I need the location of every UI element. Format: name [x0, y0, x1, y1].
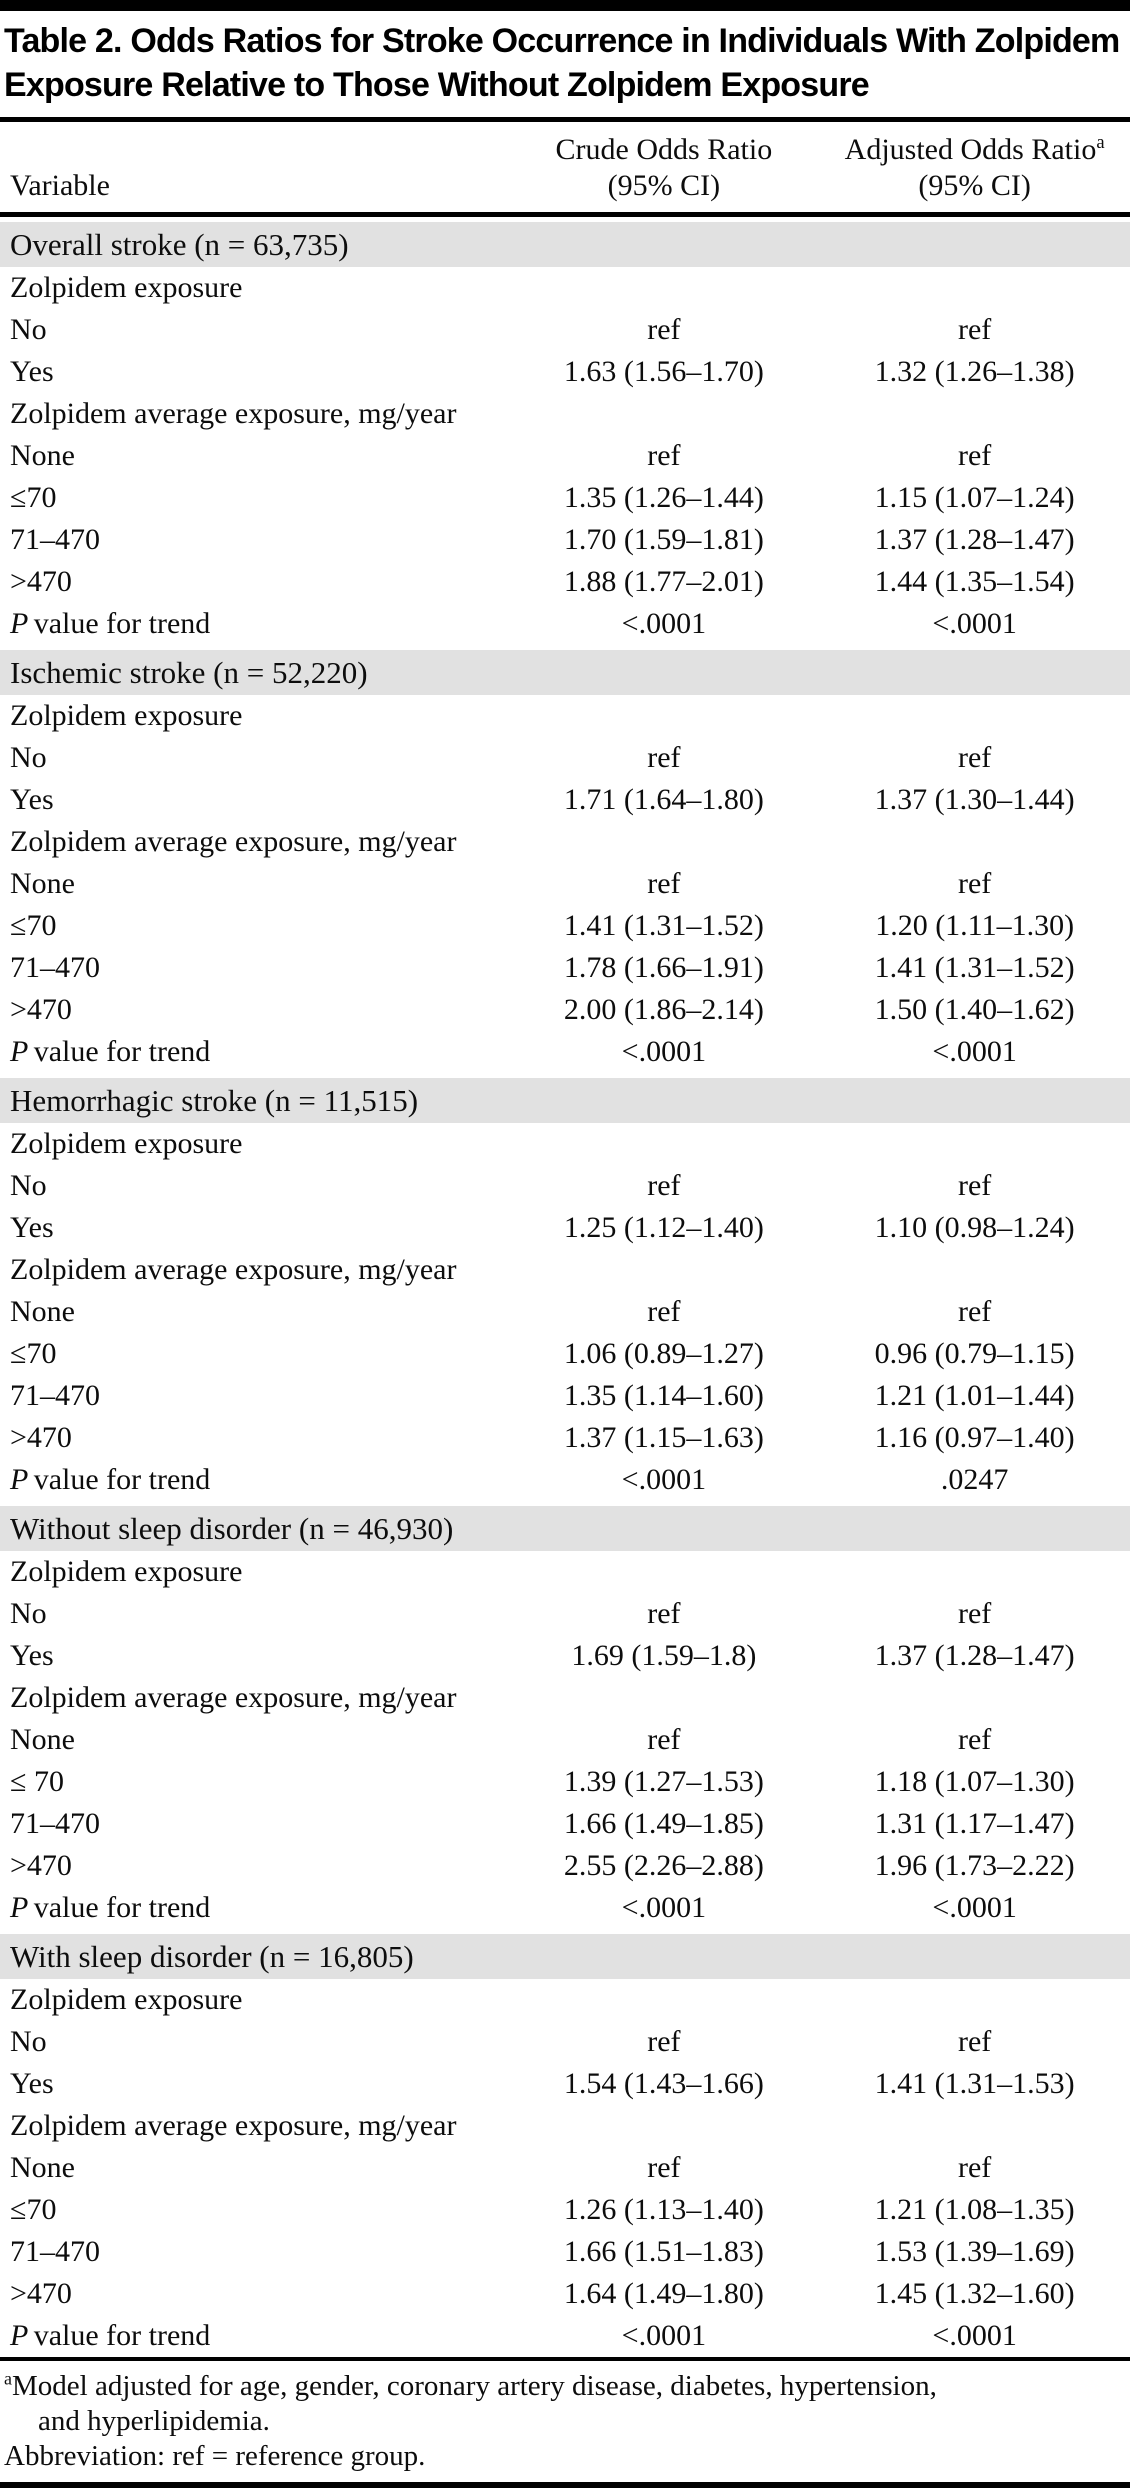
- table-row: [0, 1551, 1130, 1593]
- col-header-adjusted-line1: [845, 133, 1105, 166]
- crude-odds-value: 2.55 (2.26–2.88): [563, 1849, 764, 1882]
- section-header: Ischemic stroke (n = 52,220): [0, 650, 1130, 695]
- crude-odds-value: 1.78 (1.66–1.91): [563, 951, 764, 984]
- col-header-adjusted-line2: (95% CI): [918, 169, 1031, 202]
- table-row: [0, 1417, 1130, 1459]
- table-row: [0, 1249, 1130, 1291]
- adjusted-odds-value: 1.37 (1.30–1.44): [874, 783, 1075, 816]
- crude-odds-value: 1.39 (1.27–1.53): [563, 1765, 764, 1798]
- col-header-adjusted: [819, 132, 1130, 204]
- table-row: [0, 1803, 1130, 1845]
- adjusted-odds-value: ref: [957, 867, 992, 900]
- adjusted-odds-value: 1.21 (1.08–1.35): [874, 2193, 1075, 2226]
- section-header: Hemorrhagic stroke (n = 11,515): [0, 1078, 1130, 1123]
- table-row: [0, 1677, 1130, 1719]
- crude-odds-value: ref: [647, 1597, 681, 1630]
- footnote-a-marker: a: [4, 2368, 12, 2389]
- adjusted-odds-value: 1.18 (1.07–1.30): [874, 1765, 1075, 1798]
- adjusted-odds-value: 0.96 (0.79–1.15): [874, 1337, 1075, 1370]
- crude-odds-value: ref: [647, 439, 681, 472]
- row-label: Zolpidem exposure: [10, 1127, 243, 1160]
- adjusted-odds-value: ref: [957, 2025, 992, 2058]
- row-label: ≤70: [10, 2193, 57, 2226]
- col-header-variable: Variable: [10, 169, 110, 202]
- table-row: [0, 435, 1130, 477]
- crude-odds-value: 1.06 (0.89–1.27): [563, 1337, 764, 1370]
- crude-odds-value: 1.88 (1.77–2.01): [563, 565, 764, 598]
- table-row: [0, 1031, 1130, 1073]
- adjusted-odds-value: 1.31 (1.17–1.47): [874, 1807, 1075, 1840]
- table-row: [0, 309, 1130, 351]
- crude-odds-value: ref: [647, 2025, 681, 2058]
- crude-odds-value: 1.66 (1.51–1.83): [563, 2235, 764, 2268]
- crude-odds-value: <.0001: [621, 1035, 707, 1068]
- adjusted-odds-value: 1.16 (0.97–1.40): [874, 1421, 1075, 1454]
- crude-odds-value: 1.41 (1.31–1.52): [563, 909, 764, 942]
- row-label: 71–470: [10, 1807, 100, 1840]
- table-row: [0, 1291, 1130, 1333]
- table-row: [0, 1635, 1130, 1677]
- adjusted-odds-value: 1.37 (1.28–1.47): [874, 523, 1075, 556]
- row-label: Zolpidem average exposure, mg/year: [10, 397, 457, 430]
- row-label: Yes: [10, 355, 54, 388]
- adjusted-odds-value: 1.53 (1.39–1.69): [874, 2235, 1075, 2268]
- row-label: >470: [10, 1421, 72, 1454]
- table-row: [0, 2189, 1130, 2231]
- crude-odds-value: 1.66 (1.49–1.85): [563, 1807, 764, 1840]
- row-label: Yes: [10, 1211, 54, 1244]
- table-row: [0, 2147, 1130, 2189]
- table-row: [0, 1845, 1130, 1887]
- row-label: [0, 1463, 509, 1497]
- row-label: No: [10, 2025, 47, 2058]
- table-row: [0, 947, 1130, 989]
- row-label: [0, 2319, 509, 2353]
- adjusted-odds-value: ref: [957, 1597, 992, 1630]
- table-row: [0, 2315, 1130, 2357]
- section-header: Overall stroke (n = 63,735): [0, 222, 1130, 267]
- adjusted-odds-value: <.0001: [932, 1035, 1017, 1068]
- table-row: [0, 2273, 1130, 2315]
- row-label-text: value for trend: [33, 1891, 211, 1924]
- table-row: [0, 1761, 1130, 1803]
- crude-odds-value: <.0001: [621, 1891, 707, 1924]
- adjusted-odds-value: 1.15 (1.07–1.24): [874, 481, 1075, 514]
- crude-odds-value: 1.63 (1.56–1.70): [563, 355, 764, 388]
- crude-odds-value: 1.69 (1.59–1.8): [571, 1639, 757, 1672]
- row-label: Yes: [10, 1639, 54, 1672]
- table-row: [0, 603, 1130, 645]
- row-label: ≤70: [10, 1337, 57, 1370]
- row-label: 71–470: [10, 2235, 100, 2268]
- table-row: [0, 267, 1130, 309]
- row-label: 71–470: [10, 523, 100, 556]
- table-row: [0, 821, 1130, 863]
- row-label: [0, 1891, 509, 1925]
- table-row: [0, 2021, 1130, 2063]
- col-header-crude-line1: Crude Odds Ratio: [555, 133, 773, 166]
- table-row: [0, 905, 1130, 947]
- crude-odds-value: <.0001: [621, 2319, 707, 2352]
- crude-odds-value: 1.35 (1.26–1.44): [563, 481, 764, 514]
- row-label: Yes: [10, 2067, 54, 2100]
- table-row: [0, 1593, 1130, 1635]
- table-row: [0, 2231, 1130, 2273]
- table-row: [0, 1887, 1130, 1929]
- adjusted-odds-value: 1.50 (1.40–1.62): [874, 993, 1075, 1026]
- adjusted-odds-value: <.0001: [932, 2319, 1017, 2352]
- table-title: Table 2. Odds Ratios for Stroke Occurrence in Individuals With Zolpidem Exposure Relative to Those Without Zolpidem Exposure: [4, 22, 1120, 104]
- row-label: None: [10, 1295, 75, 1328]
- table-row: [0, 1333, 1130, 1375]
- row-label: ≤70: [10, 481, 57, 514]
- adjusted-odds-value: .0247: [940, 1463, 1009, 1496]
- row-label: Zolpidem average exposure, mg/year: [10, 2109, 457, 2142]
- adjusted-odds-value: 1.44 (1.35–1.54): [874, 565, 1075, 598]
- crude-odds-value: ref: [647, 313, 681, 346]
- row-label: >470: [10, 993, 72, 1026]
- crude-odds-value: ref: [647, 1169, 681, 1202]
- adjusted-odds-value: ref: [957, 741, 992, 774]
- col-header-adjusted-text: Adjusted Odds Ratio: [844, 133, 1097, 166]
- adjusted-odds-value: 1.37 (1.28–1.47): [874, 1639, 1075, 1672]
- p-value-italic: P: [10, 1463, 29, 1496]
- adjusted-odds-value: 1.96 (1.73–2.22): [874, 1849, 1075, 1882]
- table-row: [0, 1165, 1130, 1207]
- table-row: [0, 1123, 1130, 1165]
- footnotes: [0, 2361, 1130, 2482]
- row-label: No: [10, 1169, 47, 1202]
- crude-odds-value: <.0001: [621, 1463, 707, 1496]
- row-label: >470: [10, 565, 72, 598]
- row-label: None: [10, 1723, 75, 1756]
- table-row: [0, 393, 1130, 435]
- header-rule: [0, 212, 1130, 217]
- row-label: Zolpidem average exposure, mg/year: [10, 825, 457, 858]
- crude-odds-value: ref: [647, 2151, 681, 2184]
- adjusted-odds-value: 1.41 (1.31–1.52): [874, 951, 1075, 984]
- crude-odds-value: 2.00 (1.86–2.14): [563, 993, 764, 1026]
- p-value-italic: P: [10, 1891, 29, 1924]
- table-row: [0, 695, 1130, 737]
- crude-odds-value: 1.35 (1.14–1.60): [563, 1379, 764, 1412]
- table-row: [0, 779, 1130, 821]
- row-label: ≤ 70: [10, 1765, 64, 1798]
- table-row: [0, 737, 1130, 779]
- crude-odds-value: <.0001: [621, 607, 707, 640]
- crude-odds-value: 1.71 (1.64–1.80): [563, 783, 764, 816]
- table-row: [0, 1207, 1130, 1249]
- table-row: [0, 863, 1130, 905]
- adjusted-odds-value: <.0001: [932, 1891, 1017, 1924]
- row-label: >470: [10, 1849, 72, 1882]
- row-label-text: value for trend: [33, 2319, 211, 2352]
- crude-odds-value: 1.70 (1.59–1.81): [563, 523, 764, 556]
- footnote-adjustment-text: Model adjusted for age, gender, coronary artery disease, diabetes, hypertension,: [11, 2370, 937, 2402]
- table-row: [0, 561, 1130, 603]
- row-label-text: value for trend: [33, 1463, 211, 1496]
- row-label: [0, 607, 509, 641]
- row-label: Yes: [10, 783, 54, 816]
- row-label: None: [10, 439, 75, 472]
- footnote-marker-a: a: [1096, 132, 1105, 153]
- table-row: [0, 477, 1130, 519]
- adjusted-odds-value: ref: [957, 1295, 992, 1328]
- row-label: ≤70: [10, 909, 57, 942]
- table-row: [0, 1459, 1130, 1501]
- row-label-text: value for trend: [33, 607, 211, 640]
- section-header: With sleep disorder (n = 16,805): [0, 1934, 1130, 1979]
- row-label-text: value for trend: [33, 1035, 211, 1068]
- row-label: [0, 1035, 509, 1069]
- adjusted-odds-value: ref: [957, 439, 992, 472]
- crude-odds-value: 1.64 (1.49–1.80): [563, 2277, 764, 2310]
- row-label: No: [10, 741, 47, 774]
- adjusted-odds-value: 1.20 (1.11–1.30): [875, 909, 1075, 942]
- adjusted-odds-value: 1.21 (1.01–1.44): [874, 1379, 1075, 1412]
- p-value-italic: P: [10, 607, 29, 640]
- adjusted-odds-value: <.0001: [932, 607, 1017, 640]
- adjusted-odds-value: ref: [957, 1723, 992, 1756]
- col-header-crude-line2: (95% CI): [607, 169, 721, 202]
- adjusted-odds-value: 1.41 (1.31–1.53): [874, 2067, 1075, 2100]
- adjusted-odds-value: ref: [957, 2151, 992, 2184]
- row-label: No: [10, 313, 47, 346]
- row-label: Zolpidem average exposure, mg/year: [10, 1681, 457, 1714]
- crude-odds-value: ref: [647, 1295, 681, 1328]
- table-body: [0, 222, 1130, 2357]
- bottom-rule: [0, 2482, 1130, 2488]
- crude-odds-value: ref: [647, 867, 681, 900]
- row-label: Zolpidem exposure: [10, 1555, 243, 1588]
- adjusted-odds-value: 1.32 (1.26–1.38): [874, 355, 1075, 388]
- row-label: >470: [10, 2277, 72, 2310]
- row-label: Zolpidem average exposure, mg/year: [10, 1253, 457, 1286]
- table-row: [0, 1375, 1130, 1417]
- row-label: Zolpidem exposure: [10, 699, 243, 732]
- table-row: [0, 2105, 1130, 2147]
- col-header-crude: [509, 132, 820, 204]
- section-header: Without sleep disorder (n = 46,930): [0, 1506, 1130, 1551]
- footnote-adjustment-cont: and hyperlipidemia.: [38, 2405, 270, 2437]
- row-label: None: [10, 2151, 75, 2184]
- adjusted-odds-value: ref: [957, 313, 992, 346]
- column-headers: [0, 122, 1130, 212]
- table-row: [0, 351, 1130, 393]
- crude-odds-value: 1.54 (1.43–1.66): [563, 2067, 764, 2100]
- crude-odds-value: 1.26 (1.13–1.40): [563, 2193, 764, 2226]
- adjusted-odds-value: ref: [957, 1169, 992, 1202]
- adjusted-odds-value: 1.45 (1.32–1.60): [874, 2277, 1075, 2310]
- crude-odds-value: ref: [647, 741, 681, 774]
- row-label: Zolpidem exposure: [10, 271, 243, 304]
- footnote-abbreviation: Abbreviation: ref = reference group.: [4, 2440, 426, 2472]
- table-row: [0, 1719, 1130, 1761]
- crude-odds-value: ref: [647, 1723, 681, 1756]
- row-label: Zolpidem exposure: [10, 1983, 243, 2016]
- p-value-italic: P: [10, 1035, 29, 1068]
- adjusted-odds-value: 1.10 (0.98–1.24): [874, 1211, 1075, 1244]
- table-row: [0, 1979, 1130, 2021]
- table-row: [0, 989, 1130, 1031]
- p-value-italic: P: [10, 2319, 29, 2352]
- row-label: No: [10, 1597, 47, 1630]
- crude-odds-value: 1.37 (1.15–1.63): [563, 1421, 764, 1454]
- top-rule: [0, 0, 1130, 11]
- table-row: [0, 519, 1130, 561]
- row-label: 71–470: [10, 951, 100, 984]
- row-label: 71–470: [10, 1379, 100, 1412]
- footnote-adjustment: [4, 2369, 1124, 2404]
- row-label: None: [10, 867, 75, 900]
- crude-odds-value: 1.25 (1.12–1.40): [563, 1211, 764, 1244]
- table-row: [0, 2063, 1130, 2105]
